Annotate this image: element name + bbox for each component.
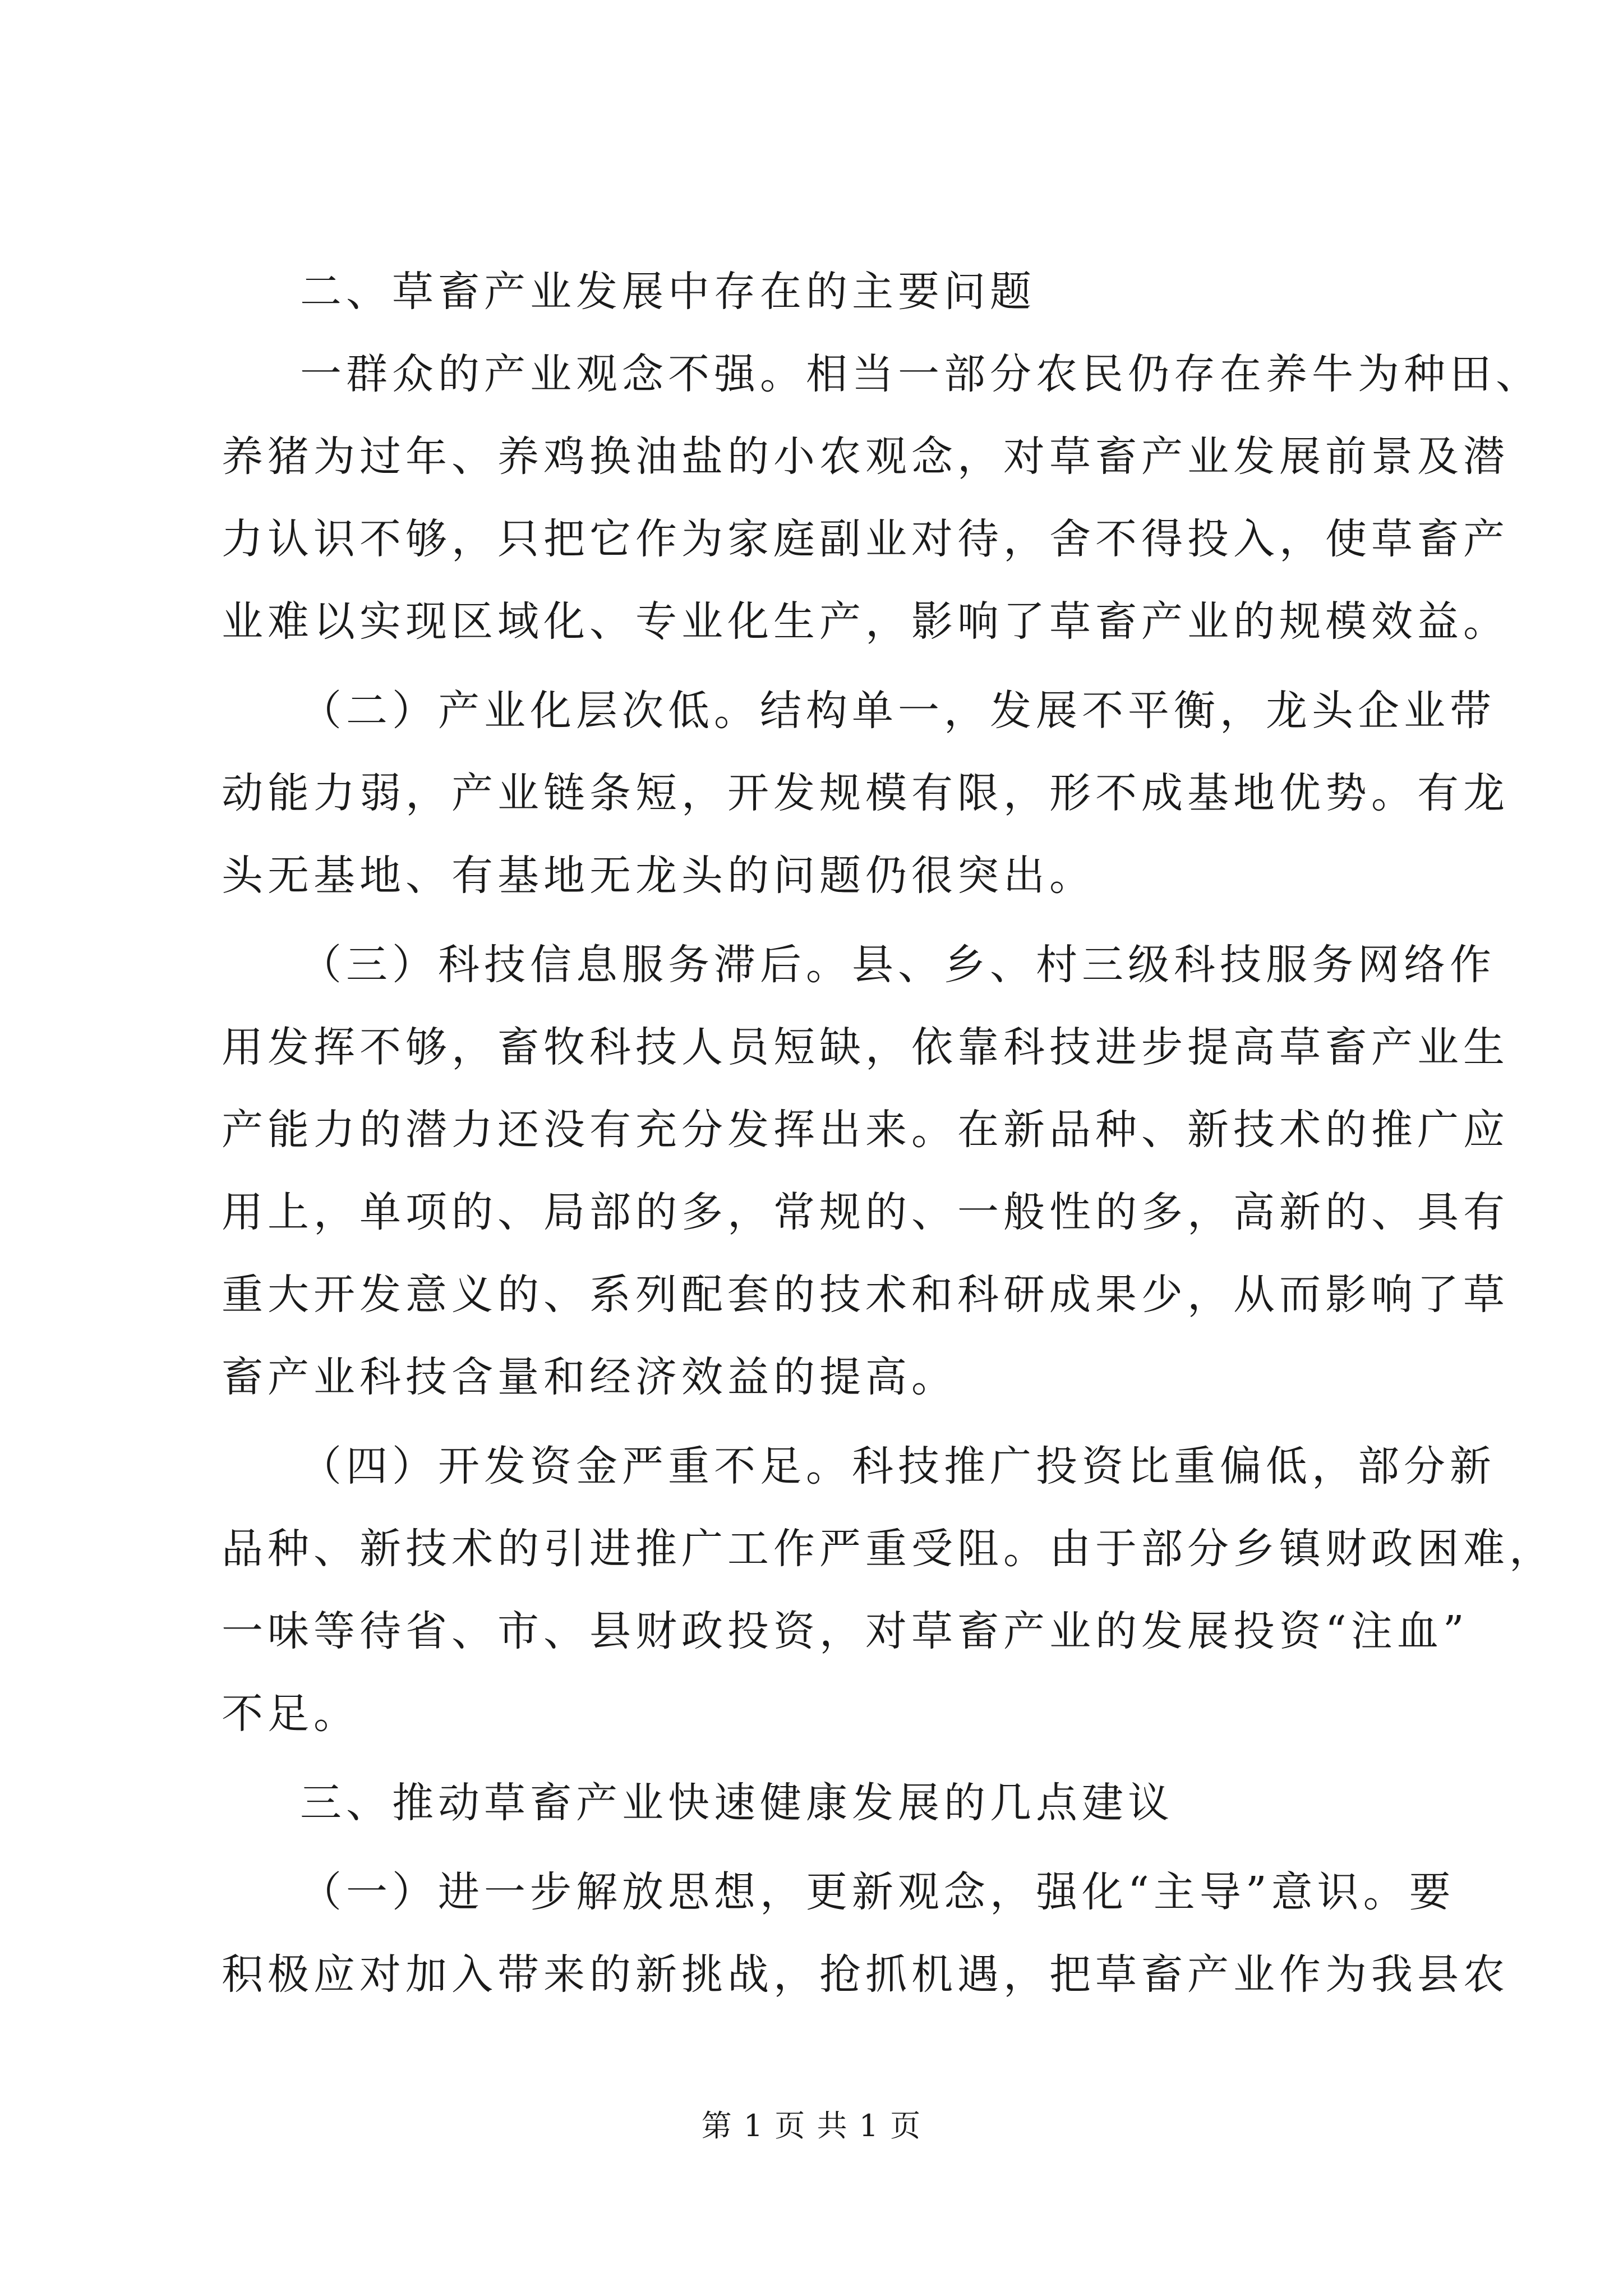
paragraph-line: 业难以实现区域化、专业化生产，影响了草畜产业的规模效益。 <box>222 597 1509 646</box>
paragraph-line: 一味等待省、市、县财政投资，对草畜产业的发展投资“注血” <box>222 1607 1469 1655</box>
paragraph-line: （一）进一步解放思想，更新观念，强化“主导”意识。要 <box>300 1868 1455 1916</box>
paragraph-line: 动能力弱，产业链条短，开发规模有限，形不成基地优势。有龙 <box>222 769 1509 817</box>
paragraph-line: （二）产业化层次低。结构单一，发展不平衡，龙头企业带 <box>300 687 1496 735</box>
paragraph-line: 畜产业科技含量和经济效益的提高。 <box>222 1353 957 1401</box>
paragraph-line: 重大开发意义的、系列配套的技术和科研成果少，从而影响了草 <box>222 1271 1509 1319</box>
paragraph-line: 用上，单项的、局部的多，常规的、一般性的多，高新的、具有 <box>222 1188 1509 1236</box>
paragraph-line: 头无基地、有基地无龙头的问题仍很突出。 <box>222 852 1095 900</box>
paragraph-line: 养猪为过年、养鸡换油盐的小农观念，对草畜产业发展前景及潜 <box>222 432 1509 481</box>
paragraph-line: 产能力的潜力还没有充分发挥出来。在新品种、新技术的推广应 <box>222 1106 1509 1154</box>
paragraph-line: （四）开发资金严重不足。科技推广投资比重偏低，部分新 <box>300 1442 1496 1490</box>
paragraph-line: 积极应对加入带来的新挑战，抢抓机遇，把草畜产业作为我县农 <box>222 1950 1509 1999</box>
paragraph-line: 用发挥不够，畜牧科技人员短缺，依靠科技进步提高草畜产业生 <box>222 1023 1509 1071</box>
paragraph-line: 一群众的产业观念不强。相当一部分农民仍存在养牛为种田、 <box>300 350 1542 398</box>
section-heading-3: 三、推动草畜产业快速健康发展的几点建议 <box>300 1779 1174 1827</box>
paragraph-line: 不足。 <box>222 1690 359 1738</box>
page-number-footer: 第 1 页 共 1 页 <box>701 2108 922 2143</box>
paragraph-line: （三）科技信息服务滞后。县、乡、村三级科技服务网络作 <box>300 941 1496 989</box>
section-heading-2: 二、草畜产业发展中存在的主要问题 <box>300 268 1036 316</box>
paragraph-line: 力认识不够，只把它作为家庭副业对待，舍不得投入，使草畜产 <box>222 515 1509 563</box>
paragraph-line: 品种、新技术的引进推广工作严重受阻。由于部分乡镇财政困难， <box>222 1525 1555 1573</box>
